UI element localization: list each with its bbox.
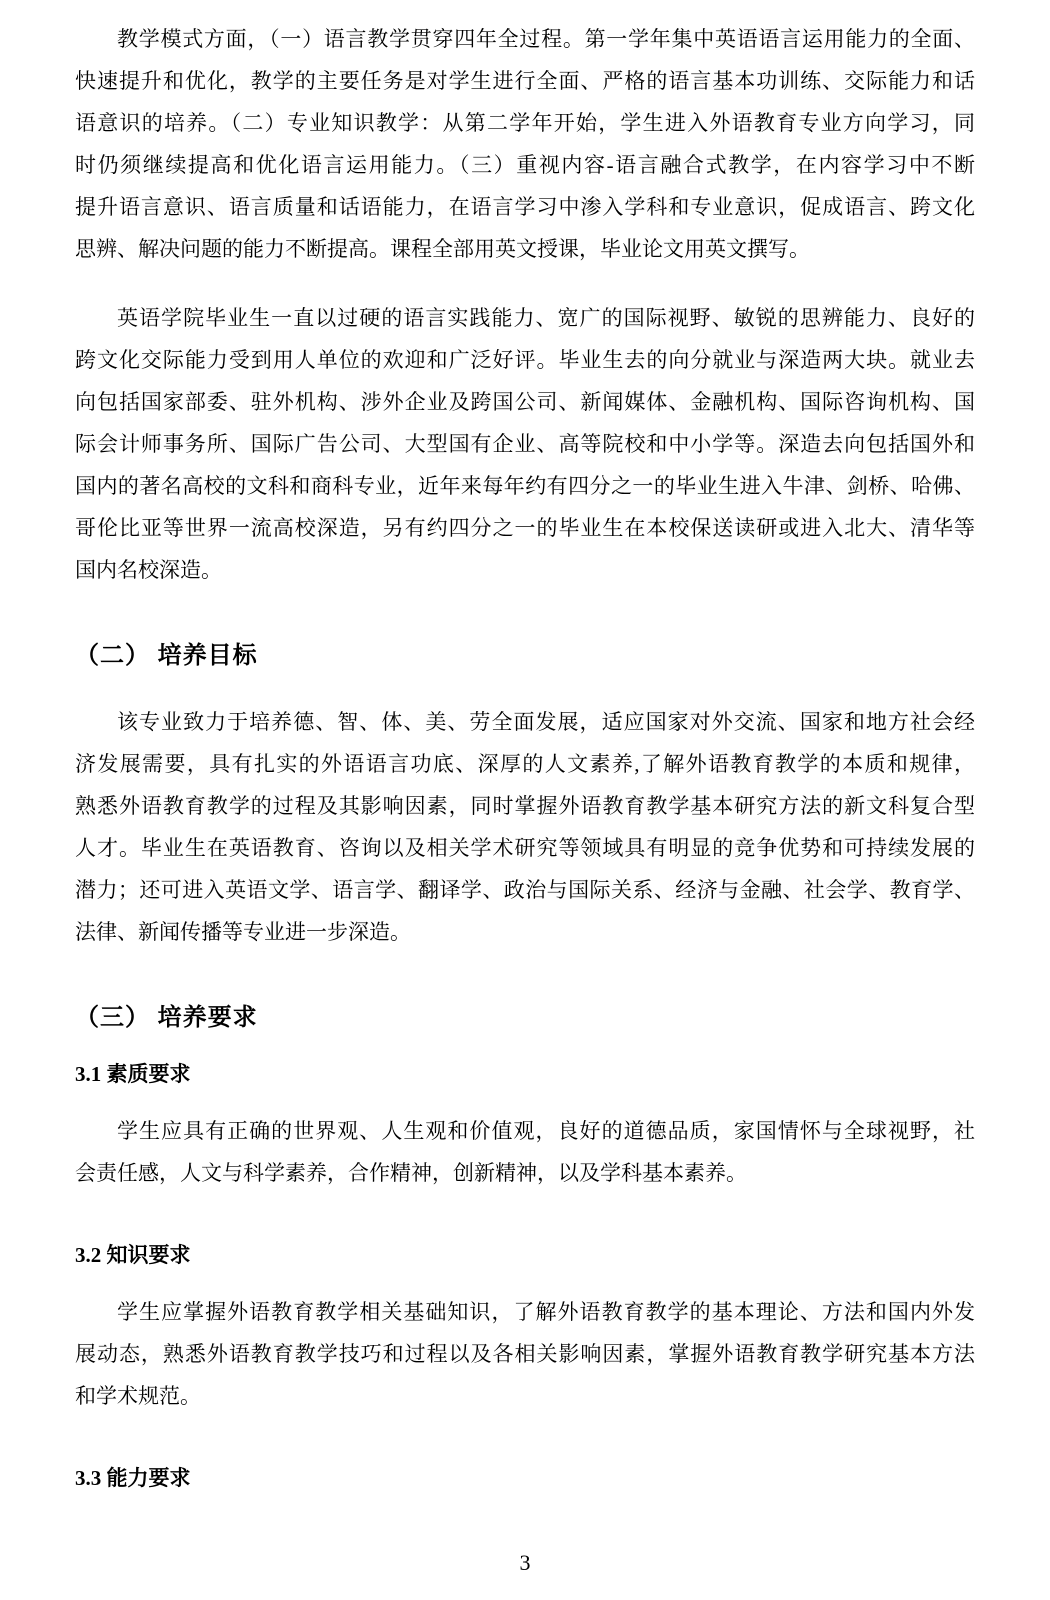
paragraph [75, 1110, 975, 1194]
paragraph [75, 18, 975, 270]
paragraph-line: 语意识的培养。（二）专业知识教学：从第二学年开始，学生进入外语教育专业方向学习，同 [75, 111, 975, 135]
paragraph-line: 济发展需要，具有扎实的外语语言功底、深厚的人文素养,了解外语教育教学的本质和规律， [75, 752, 975, 776]
paragraph-line: 展动态，熟悉外语教育教学技巧和过程以及各相关影响因素，掌握外语教育教学研究基本方法 [75, 1342, 975, 1366]
paragraph-line: 潜力；还可进入英语文学、语言学、翻译学、政治与国际关系、经济与金融、社会学、教育学、 [75, 878, 975, 902]
paragraph-line: 国内的著名高校的文科和商科专业，近年来每年约有四分之一的毕业生进入牛津、剑桥、哈佛、 [75, 474, 975, 498]
paragraph-line: 教学模式方面，（一）语言教学贯穿四年全过程。第一学年集中英语语言运用能力的全面、 [117, 27, 975, 51]
paragraph [75, 701, 975, 953]
paragraph-line: 际会计师事务所、国际广告公司、大型国有企业、高等院校和中小学等。深造去向包括国外和 [75, 432, 975, 456]
paragraph-line: 向包括国家部委、驻外机构、涉外企业及跨国公司、新闻媒体、金融机构、国际咨询机构、国 [75, 390, 975, 414]
paragraph-line: 英语学院毕业生一直以过硬的语言实践能力、宽广的国际视野、敏锐的思辨能力、良好的 [117, 306, 975, 330]
subsection-heading: 3.1 素质要求 [75, 1062, 191, 1086]
paragraph-line: 学生应掌握外语教育教学相关基础知识，了解外语教育教学的基本理论、方法和国内外发 [117, 1300, 975, 1324]
paragraph-line: 提升语言意识、语言质量和话语能力，在语言学习中渗入学科和专业意识，促成语言、跨文化 [75, 195, 975, 219]
paragraph-line: 快速提升和优化，教学的主要任务是对学生进行全面、严格的语言基本功训练、交际能力和话 [75, 69, 975, 93]
paragraph-line: 时仍须继续提高和优化语言运用能力。（三）重视内容-语言融合式教学，在内容学习中不断 [75, 153, 975, 177]
paragraph-line: 和学术规范。 [75, 1384, 201, 1408]
paragraph-line: 哥伦比亚等世界一流高校深造，另有约四分之一的毕业生在本校保送读研或进入北大、清华等 [75, 516, 975, 540]
paragraph-line: 思辨、解决问题的能力不断提高。课程全部用英文授课，毕业论文用英文撰写。 [75, 237, 810, 261]
paragraph-line: 会责任感，人文与科学素养，合作精神，创新精神，以及学科基本素养。 [75, 1161, 747, 1185]
paragraph-line: 熟悉外语教育教学的过程及其影响因素，同时掌握外语教育教学基本研究方法的新文科复合型 [75, 794, 975, 818]
section-heading: （三） 培养要求 [75, 1004, 258, 1031]
paragraph-line: 跨文化交际能力受到用人单位的欢迎和广泛好评。毕业生去的向分就业与深造两大块。就业去 [75, 348, 975, 372]
paragraph-line: 该专业致力于培养德、智、体、美、劳全面发展，适应国家对外交流、国家和地方社会经 [117, 710, 975, 734]
paragraph-line: 法律、新闻传播等专业进一步深造。 [75, 920, 411, 944]
subsection-heading: 3.3 能力要求 [75, 1466, 191, 1490]
paragraph-line: 学生应具有正确的世界观、人生观和价值观，良好的道德品质，家国情怀与全球视野，社 [117, 1119, 975, 1143]
subsection-heading: 3.2 知识要求 [75, 1243, 191, 1267]
page-number: 3 [519, 1550, 531, 1575]
section-heading: （二） 培养目标 [75, 642, 258, 669]
paragraph-line: 国内名校深造。 [75, 558, 222, 582]
paragraph [75, 297, 975, 591]
page-content [75, 18, 975, 1499]
paragraph [75, 1291, 975, 1417]
paragraph-line: 人才。毕业生在英语教育、咨询以及相关学术研究等领域具有明显的竞争优势和可持续发展的 [75, 836, 975, 860]
